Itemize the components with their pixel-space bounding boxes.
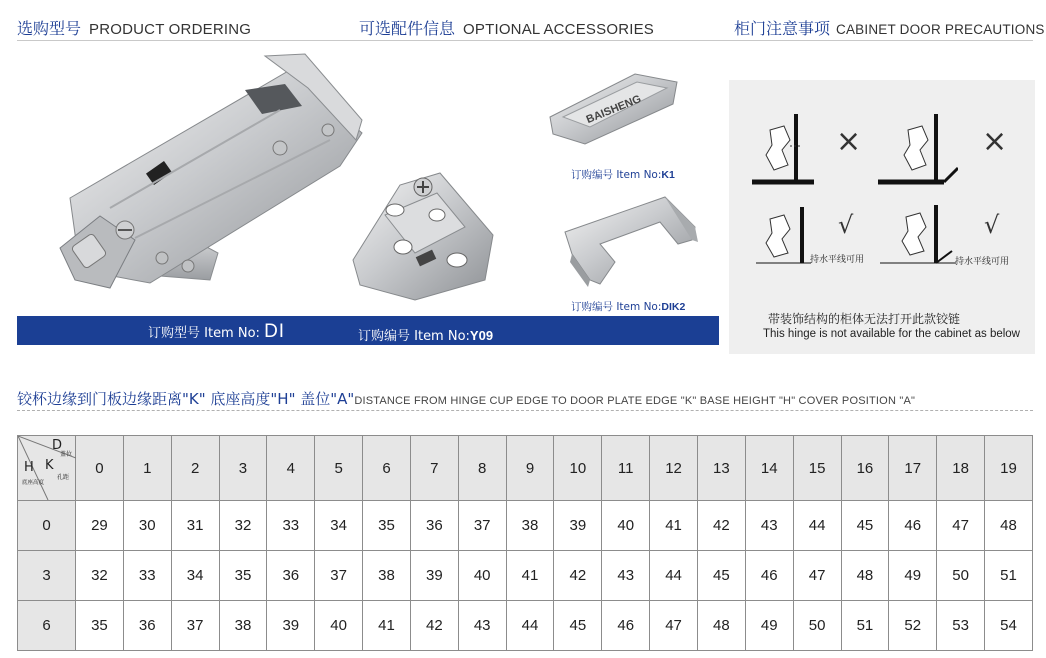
table-cell: 51 [841, 601, 889, 651]
table-cell: 44 [650, 551, 698, 601]
section-header-optional-accessories [359, 16, 654, 39]
table-cell: 46 [889, 501, 937, 551]
hinge-item-number [148, 321, 285, 343]
item-number-label: 订购编号 Item No: [358, 329, 470, 344]
table-corner-cell [18, 436, 76, 501]
column-header: 2 [171, 436, 219, 501]
corner-label-h-sub: 底座高度 [22, 480, 45, 486]
table-cell: 36 [410, 501, 458, 551]
table-row [18, 551, 1033, 601]
table-cell: 45 [841, 501, 889, 551]
k-distance-table [17, 435, 1033, 651]
distance-title-en: DISTANCE FROM HINGE CUP EDGE TO DOOR PLATE EDGE "K" BASE HEIGHT "H" COVER POSITION "A" [354, 395, 916, 407]
accessory-dik2-label [571, 299, 685, 314]
distance-title-cn: 铰杯边缘到门板边缘距离"K" 底座高度"H" 盖位"A" [17, 390, 355, 408]
table-cell: 36 [267, 551, 315, 601]
precaution-caption: 持水平线可用 [810, 255, 865, 265]
dashed-divider [17, 410, 1033, 411]
mounting-plate-image [345, 165, 505, 305]
row-header-h: 0 [18, 501, 76, 551]
table-cell: 41 [650, 501, 698, 551]
distance-heading [17, 388, 915, 409]
column-header: 17 [889, 436, 937, 501]
accessory-code: K1 [661, 169, 675, 181]
table-cell: 45 [697, 551, 745, 601]
table-cell: 43 [745, 501, 793, 551]
column-header: 6 [363, 436, 411, 501]
section-title-en: PRODUCT ORDERING [89, 21, 252, 38]
row-header-h: 6 [18, 601, 76, 651]
column-header: 4 [267, 436, 315, 501]
table-cell: 38 [506, 501, 554, 551]
cabinet-diagram-flat-2 [880, 203, 960, 271]
table-cell: 37 [171, 601, 219, 651]
table-cell: 34 [171, 551, 219, 601]
column-header: 9 [506, 436, 554, 501]
table-cell: 47 [793, 551, 841, 601]
section-header-product-ordering [17, 16, 251, 39]
column-header: 19 [985, 436, 1033, 501]
table-cell: 39 [267, 601, 315, 651]
table-cell: 46 [602, 601, 650, 651]
table-cell: 45 [554, 601, 602, 651]
hinge-product-image [40, 48, 370, 308]
table-cell: 31 [171, 501, 219, 551]
column-header: 8 [458, 436, 506, 501]
table-cell: 35 [76, 601, 124, 651]
precaution-note-en: This hinge is not available for the cabinet as below [763, 328, 1020, 340]
table-cell: 48 [985, 501, 1033, 551]
not-allowed-icon: × [982, 124, 1008, 159]
column-header: 12 [650, 436, 698, 501]
table-cell: 40 [602, 501, 650, 551]
column-header: 13 [697, 436, 745, 501]
table-cell: 50 [793, 601, 841, 651]
table-cell: 49 [745, 601, 793, 651]
table-cell: 34 [315, 501, 363, 551]
table-cell: 52 [889, 601, 937, 651]
column-header: 10 [554, 436, 602, 501]
table-cell: 48 [697, 601, 745, 651]
table-cell: 43 [602, 551, 650, 601]
not-allowed-icon: × [836, 124, 862, 159]
table-cell: 40 [315, 601, 363, 651]
corner-label-d-sub: 盖位 [60, 451, 73, 458]
accessory-item-label: 订购编号 Item No: [571, 301, 662, 313]
table-cell: 29 [76, 501, 124, 551]
table-cell: 53 [937, 601, 985, 651]
item-model: DI [264, 321, 286, 342]
cabinet-diagram-decorated-1 [752, 110, 822, 190]
table-cell: 37 [315, 551, 363, 601]
table-cell: 37 [458, 501, 506, 551]
table-cell: 33 [123, 551, 171, 601]
cover-cap-k1-image [545, 62, 685, 152]
item-code: Y09 [469, 328, 494, 343]
table-cell: 32 [76, 551, 124, 601]
accessory-k1-label [571, 167, 675, 182]
allowed-icon: √ [838, 211, 854, 239]
table-cell: 41 [506, 551, 554, 601]
column-header: 11 [602, 436, 650, 501]
column-header: 15 [793, 436, 841, 501]
bracket-dik2-image [560, 192, 710, 292]
table-cell: 47 [937, 501, 985, 551]
table-cell: 44 [506, 601, 554, 651]
column-header: 18 [937, 436, 985, 501]
header-divider [17, 40, 1033, 41]
corner-label-k: K [45, 458, 54, 473]
table-cell: 30 [123, 501, 171, 551]
table-cell: 42 [554, 551, 602, 601]
table-row [18, 601, 1033, 651]
table-cell: 33 [267, 501, 315, 551]
column-header: 7 [410, 436, 458, 501]
table-cell: 47 [650, 601, 698, 651]
table-cell: 35 [219, 551, 267, 601]
precaution-caption: 持水平线可用 [955, 257, 1010, 267]
table-cell: 36 [123, 601, 171, 651]
row-header-h: 3 [18, 551, 76, 601]
table-cell: 42 [697, 501, 745, 551]
table-cell: 38 [363, 551, 411, 601]
allowed-icon: √ [984, 211, 1000, 239]
table-header-row [18, 436, 1033, 501]
table-cell: 35 [363, 501, 411, 551]
item-number-label: 订购型号 Item No: [148, 326, 260, 341]
column-header: 14 [745, 436, 793, 501]
table-cell: 39 [554, 501, 602, 551]
table-row [18, 501, 1033, 551]
corner-label-d: D [52, 438, 63, 453]
table-cell: 39 [410, 551, 458, 601]
section-title-cn: 柜门注意事项 [734, 19, 831, 38]
section-title-en: OPTIONAL ACCESSORIES [463, 21, 655, 38]
accessory-item-label: 订购编号 Item No: [571, 169, 662, 181]
column-header: 1 [123, 436, 171, 501]
column-header: 0 [76, 436, 124, 501]
table-cell: 42 [410, 601, 458, 651]
corner-label-h: H [24, 460, 34, 475]
table-cell: 50 [937, 551, 985, 601]
section-title-en: CABINET DOOR PRECAUTIONS [836, 22, 1045, 37]
column-header: 16 [841, 436, 889, 501]
table-cell: 46 [745, 551, 793, 601]
table-cell: 49 [889, 551, 937, 601]
table-cell: 48 [841, 551, 889, 601]
brand-logo-text: BAISHENG [584, 93, 643, 126]
section-title-cn: 选购型号 [17, 19, 82, 38]
table-cell: 54 [985, 601, 1033, 651]
column-header: 3 [219, 436, 267, 501]
table-cell: 40 [458, 551, 506, 601]
plate-item-number [358, 325, 493, 344]
corner-label-k-sub: 孔距 [57, 474, 70, 481]
accessory-code: DIK2 [661, 301, 686, 313]
table-cell: 38 [219, 601, 267, 651]
table-cell: 43 [458, 601, 506, 651]
column-header: 5 [315, 436, 363, 501]
section-title-cn: 可选配件信息 [359, 19, 456, 38]
table-cell: 44 [793, 501, 841, 551]
precaution-note-cn: 带装饰结构的柜体无法打开此款铰链 [768, 312, 961, 326]
table-cell: 32 [219, 501, 267, 551]
cabinet-diagram-decorated-2 [878, 110, 958, 190]
table-body [18, 501, 1033, 651]
section-header-cabinet-door-precautions [734, 16, 1045, 39]
cabinet-diagram-flat-1 [756, 205, 816, 270]
table-cell: 51 [985, 551, 1033, 601]
table-cell: 41 [363, 601, 411, 651]
